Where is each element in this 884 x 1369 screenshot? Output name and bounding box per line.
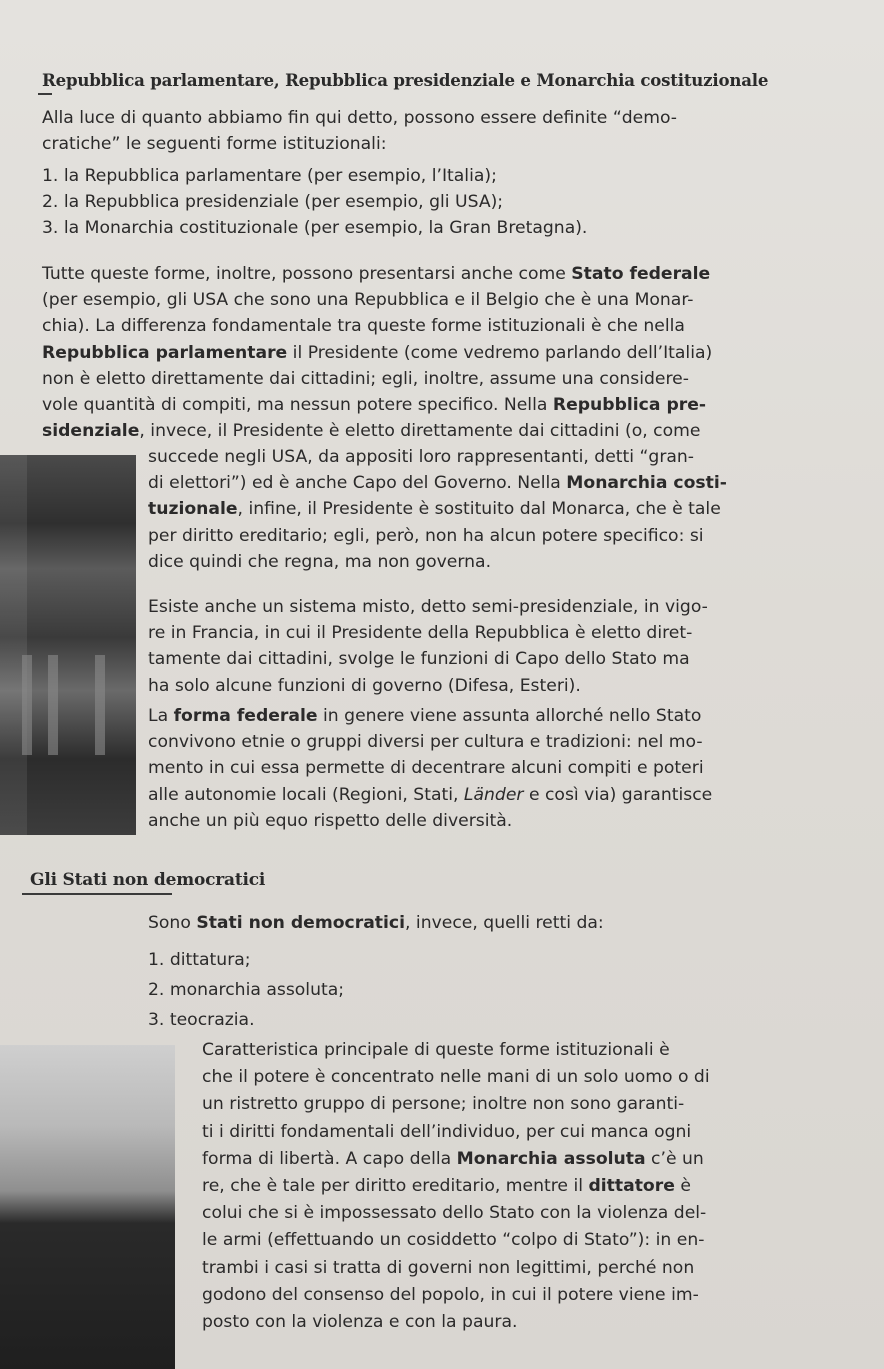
photo-column-shape — [95, 655, 105, 755]
photo-column-shape — [48, 655, 58, 755]
section-title-underline — [22, 893, 172, 895]
term-repubblica-presidenziale: Repubblica pre- — [552, 395, 707, 416]
text-line: posto con la violenza e con la paura. — [202, 1312, 518, 1333]
intro-paragraph — [42, 105, 832, 157]
paragraph-differences-continued — [148, 444, 838, 575]
text-line — [148, 782, 838, 808]
text-line: ti i diritti fondamentali dell’individuo, per cui manca ogni — [202, 1121, 692, 1142]
non-democratic-forms-list — [148, 945, 344, 1035]
list-item: 1. dittatura; — [148, 950, 251, 970]
text-line: chia). La differenza fondamentale tra queste forme istituzionali è che nella — [42, 316, 685, 337]
text-run: , invece, il Presidente è eletto direttamente dai cittadini (o, come — [139, 421, 701, 442]
text-line — [42, 418, 842, 444]
text-line: Esiste anche un sistema misto, detto semi-presidenziale, in vigo- — [148, 597, 708, 617]
text-run: Tutte queste forme, inoltre, possono presentarsi anche come — [42, 264, 572, 284]
term-monarchia-costituzionale-cont: tuzionale — [148, 499, 238, 520]
paragraph-semi-presidential — [148, 594, 838, 699]
text-line: godono del consenso del popolo, in cui il potere viene im- — [202, 1284, 699, 1305]
term-monarchia-costituzionale: Monarchia costi- — [566, 473, 727, 494]
text-run: , invece, quelli retti da: — [405, 913, 604, 933]
photo-column-shape — [22, 655, 32, 755]
term-stati-non-democratici: Stati non democratici — [196, 913, 405, 933]
section-title-underline — [38, 93, 52, 95]
text-line: colui che si è impossessato dello Stato con la violenza del- — [202, 1203, 707, 1224]
text-line: le armi (effettuando un cosiddetto “colpo di Stato”): in en- — [202, 1230, 705, 1251]
text-line: per diritto ereditario; egli, però, non ha alcun potere specifico: si — [148, 525, 704, 546]
text-run: di elettori”) ed è anche Capo del Governo. Nella — [148, 473, 567, 494]
paragraph-non-democratic-intro — [148, 910, 838, 936]
text-line: che il potere è concentrato nelle mani di un solo uomo o di — [202, 1067, 710, 1088]
term-dittatore: dittatore — [588, 1176, 675, 1197]
text-line — [42, 392, 842, 418]
text-line — [202, 1173, 842, 1200]
text-line: Alla luce di quanto abbiamo fin qui detto, possono essere definite “demo- — [42, 108, 677, 128]
text-line: convivono etnie o gruppi diversi per cultura e tradizioni: nel mo- — [148, 732, 703, 753]
text-line: ha solo alcune funzioni di governo (Difesa, Esteri). — [148, 675, 581, 696]
text-line — [148, 470, 838, 496]
paragraph-federal-form — [148, 703, 838, 834]
text-line: Caratteristica principale di queste forme istituzionali è — [202, 1040, 670, 1060]
list-item: 2. la Repubblica presidenziale (per esempio, gli USA); — [42, 192, 504, 212]
text-line: un ristretto gruppo di persone; inoltre non sono garanti- — [202, 1094, 685, 1115]
paragraph-differences — [42, 261, 842, 444]
text-line — [42, 340, 842, 366]
list-item: 3. la Monarchia costituzionale (per esempio, la Gran Bretagna). — [42, 218, 588, 238]
text-run: alle autonomie locali (Regioni, Stati, — [148, 784, 464, 805]
term-forma-federale: forma federale — [173, 706, 318, 726]
list-item: 1. la Repubblica parlamentare (per esempio, l’Italia); — [42, 166, 497, 186]
term-repubblica-parlamentare: Repubblica parlamentare — [42, 342, 288, 363]
text-line — [42, 261, 842, 287]
text-run: re, che è tale per diritto ereditario, mentre il — [202, 1176, 589, 1197]
text-line: cratiche” le seguenti forme istituzionali: — [42, 134, 387, 155]
term-stato-federale: Stato federale — [571, 264, 711, 284]
list-item: 3. teocrazia. — [148, 1010, 255, 1030]
text-run: è — [674, 1176, 691, 1197]
list-item: 2. monarchia assoluta; — [148, 980, 345, 1000]
paragraph-non-democratic-characteristics — [202, 1037, 842, 1336]
text-run: il Presidente (come vedremo parlando dell’Italia) — [287, 342, 713, 363]
text-line: non è eletto direttamente dai cittadini; egli, inoltre, assume una considere- — [42, 368, 689, 389]
text-run: e così via) garantisce — [523, 784, 713, 805]
text-line: anche un più equo rispetto delle diversità. — [148, 810, 513, 831]
term-monarchia-assoluta: Monarchia assoluta — [456, 1148, 646, 1169]
text-line — [148, 910, 838, 936]
text-line: re in Francia, in cui il Presidente della Repubblica è eletto diret- — [148, 623, 693, 644]
term-lander: Länder — [463, 784, 524, 805]
photo-illustration-building — [0, 455, 136, 835]
text-line: mento in cui essa permette di decentrare alcuni compiti e poteri — [148, 758, 704, 779]
photo-illustration-dark — [0, 1045, 175, 1369]
text-line: tamente dai cittadini, svolge le funzioni di Capo dello Stato ma — [148, 649, 690, 670]
text-run: vole quantità di compiti, ma nessun potere specifico. Nella — [42, 395, 553, 416]
text-run: Sono — [148, 913, 197, 933]
text-run: La — [148, 706, 174, 726]
text-run: forma di libertà. A capo della — [202, 1148, 457, 1169]
section-title-democratic-forms: Repubblica parlamentare, Repubblica presidenziale e Monarchia costituzionale — [42, 70, 769, 90]
text-run: c’è un — [645, 1148, 704, 1169]
section-title-non-democratic: Gli Stati non democratici — [30, 870, 266, 890]
text-line — [148, 496, 838, 522]
term-repubblica-presidenziale-cont: sidenziale — [42, 421, 140, 442]
democratic-forms-list — [42, 163, 587, 241]
text-line — [202, 1146, 842, 1173]
text-line: succede negli USA, da appositi loro rappresentanti, detti “gran- — [148, 447, 695, 467]
text-line: dice quindi che regna, ma non governa. — [148, 551, 492, 572]
text-line: (per esempio, gli USA che sono una Repubblica e il Belgio che è una Monar- — [42, 290, 694, 311]
text-run: in genere viene assunta allorché nello Stato — [317, 706, 702, 726]
text-run: , infine, il Presidente è sostituito dal Monarca, che è tale — [237, 499, 721, 520]
text-line: trambi i casi si tratta di governi non legittimi, perché non — [202, 1257, 695, 1278]
text-line — [148, 703, 838, 729]
